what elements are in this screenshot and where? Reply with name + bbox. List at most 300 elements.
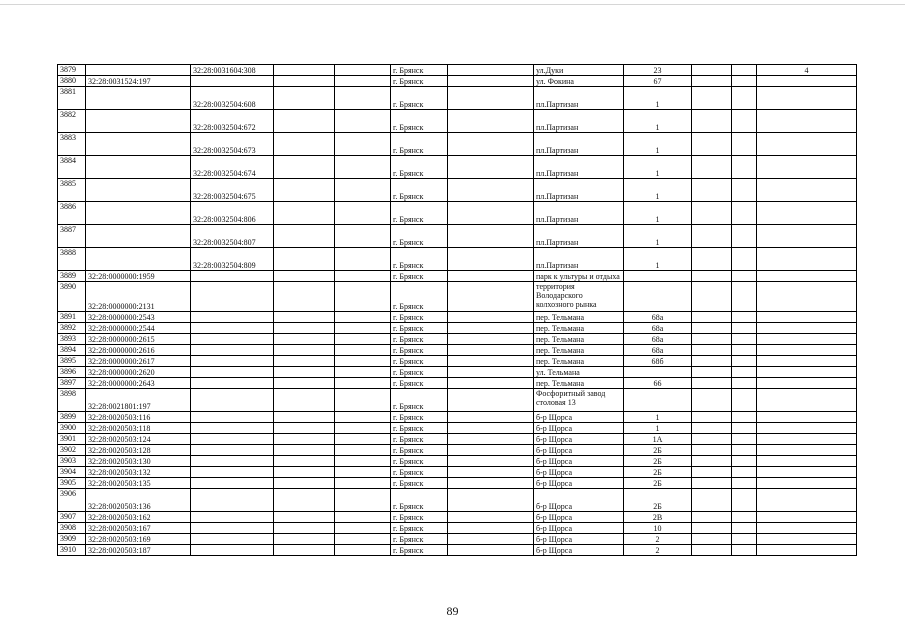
address-cell: пер. Тельмана [534,312,624,323]
empty-cell [335,179,391,202]
city-cell: г. Брянск [391,467,448,478]
cadastral-number-a: 32:28:0020503:124 [86,434,191,445]
address-cell: пер. Тельмана [534,345,624,356]
empty-cell [692,489,732,512]
empty-cell [448,282,534,312]
city-cell: г. Брянск [391,87,448,110]
row-number: 3907 [58,512,86,523]
empty-cell [692,545,732,556]
address-cell: б-р Щорса [534,512,624,523]
house-cell: 68а [624,323,692,334]
empty-cell [732,478,757,489]
empty-cell [335,478,391,489]
city-cell: г. Брянск [391,248,448,271]
empty-cell [335,87,391,110]
address-cell: ул. Тельмана [534,367,624,378]
extra-cell [757,334,857,345]
empty-cell [274,345,335,356]
empty-cell [692,512,732,523]
scan-top-edge [0,4,905,5]
empty-cell [274,110,335,133]
address-cell: пл.Партизан [534,156,624,179]
extra-cell [757,345,857,356]
empty-cell [335,545,391,556]
empty-cell [448,545,534,556]
empty-cell [732,445,757,456]
extra-cell [757,202,857,225]
table-row [58,512,857,523]
empty-cell [732,156,757,179]
cadastral-number-a: 32:28:0000000:2616 [86,345,191,356]
empty-cell [448,110,534,133]
empty-cell [335,456,391,467]
address-cell: пер. Тельмана [534,356,624,367]
empty-cell [732,312,757,323]
extra-cell [757,156,857,179]
empty-cell [274,467,335,478]
empty-cell [274,202,335,225]
house-cell: 1 [624,225,692,248]
empty-cell [335,389,391,412]
empty-cell [692,367,732,378]
cadastral-number-a: 32:28:0031524:197 [86,76,191,87]
empty-cell [732,378,757,389]
page-number: 89 [446,604,459,618]
empty-cell [448,271,534,282]
empty-cell [448,323,534,334]
cadastral-number-a: 32:28:0000000:1959 [86,271,191,282]
city-cell: г. Брянск [391,156,448,179]
house-cell: 1 [624,202,692,225]
city-cell: г. Брянск [391,434,448,445]
empty-cell [448,225,534,248]
empty-cell [692,65,732,76]
extra-cell [757,523,857,534]
empty-cell [335,523,391,534]
empty-cell [692,110,732,133]
house-cell: 66 [624,378,692,389]
address-cell: пл.Партизан [534,133,624,156]
table-row [58,248,857,271]
address-cell: б-р Щорса [534,523,624,534]
row-number: 3892 [58,323,86,334]
empty-cell [692,534,732,545]
cadastral-number-b [191,334,274,345]
city-cell: г. Брянск [391,356,448,367]
house-cell [624,271,692,282]
city-cell: г. Брянск [391,334,448,345]
city-cell: г. Брянск [391,179,448,202]
extra-cell [757,367,857,378]
extra-cell [757,434,857,445]
cadastral-number-b [191,312,274,323]
house-cell: 1 [624,87,692,110]
empty-cell [692,523,732,534]
cadastral-number-b [191,467,274,478]
house-cell [624,282,692,312]
address-cell: б-р Щорса [534,478,624,489]
city-cell: г. Брянск [391,489,448,512]
empty-cell [335,202,391,225]
empty-cell [448,467,534,478]
cadastral-number-a: 32:28:0000000:2617 [86,356,191,367]
cadastral-number-a: 32:28:0000000:2131 [86,282,191,312]
empty-cell [335,312,391,323]
row-number: 3909 [58,534,86,545]
address-cell: б-р Щорса [534,412,624,423]
row-number: 3881 [58,87,86,110]
row-number: 3890 [58,282,86,312]
row-number: 3885 [58,179,86,202]
empty-cell [732,345,757,356]
extra-cell [757,282,857,312]
empty-cell [274,434,335,445]
empty-cell [732,248,757,271]
address-cell: пер. Тельмана [534,378,624,389]
cadastral-number-a [86,156,191,179]
extra-cell [757,489,857,512]
empty-cell [335,271,391,282]
row-number: 3895 [58,356,86,367]
empty-cell [692,87,732,110]
cadastral-number-b [191,545,274,556]
house-cell: 68а [624,345,692,356]
row-number: 3902 [58,445,86,456]
city-cell: г. Брянск [391,225,448,248]
empty-cell [732,87,757,110]
cadastral-number-b [191,489,274,512]
empty-cell [274,478,335,489]
cadastral-number-b [191,323,274,334]
extra-cell [757,389,857,412]
empty-cell [692,378,732,389]
table-row [58,76,857,87]
city-cell: г. Брянск [391,282,448,312]
table-row [58,282,857,312]
cadastral-number-b [191,445,274,456]
address-cell: б-р Щорса [534,545,624,556]
row-number: 3908 [58,523,86,534]
address-cell: парк к ультуры и отдыха [534,271,624,282]
house-cell: 1 [624,412,692,423]
row-number: 3898 [58,389,86,412]
empty-cell [274,312,335,323]
house-cell: 2 [624,545,692,556]
cadastral-number-b [191,389,274,412]
extra-cell [757,423,857,434]
cadastral-number-a: 32:28:0000000:2620 [86,367,191,378]
address-cell: ул.Дуки [534,65,624,76]
empty-cell [274,545,335,556]
empty-cell [335,445,391,456]
city-cell: г. Брянск [391,378,448,389]
empty-cell [692,345,732,356]
address-cell: б-р Щорса [534,423,624,434]
empty-cell [732,545,757,556]
house-cell: 2Б [624,445,692,456]
city-cell: г. Брянск [391,478,448,489]
empty-cell [732,367,757,378]
extra-cell [757,545,857,556]
extra-cell [757,312,857,323]
table-row [58,323,857,334]
city-cell: г. Брянск [391,523,448,534]
cadastral-number-a [86,202,191,225]
empty-cell [274,389,335,412]
table-row [58,523,857,534]
address-cell: пл.Партизан [534,202,624,225]
cadastral-number-b: 32:28:0032504:673 [191,133,274,156]
address-cell: пер. Тельмана [534,323,624,334]
empty-cell [448,512,534,523]
city-cell: г. Брянск [391,412,448,423]
extra-cell [757,323,857,334]
cadastral-number-b [191,478,274,489]
empty-cell [732,356,757,367]
row-number: 3893 [58,334,86,345]
extra-cell [757,378,857,389]
address-cell: б-р Щорса [534,467,624,478]
cadastral-number-b: 32:28:0032504:806 [191,202,274,225]
house-cell: 67 [624,76,692,87]
cadastral-number-b [191,271,274,282]
table-row [58,345,857,356]
empty-cell [274,323,335,334]
empty-cell [692,282,732,312]
extra-cell [757,456,857,467]
row-number: 3889 [58,271,86,282]
extra-cell [757,133,857,156]
empty-cell [732,225,757,248]
extra-cell [757,445,857,456]
empty-cell [692,456,732,467]
row-number: 3884 [58,156,86,179]
house-cell: 1 [624,133,692,156]
empty-cell [274,282,335,312]
row-number: 3901 [58,434,86,445]
cadastral-number-a [86,133,191,156]
table-row [58,312,857,323]
empty-cell [692,179,732,202]
city-cell: г. Брянск [391,456,448,467]
cadastral-number-a [86,110,191,133]
cadastral-number-a [86,87,191,110]
table-row [58,202,857,225]
extra-cell [757,179,857,202]
empty-cell [448,248,534,271]
empty-cell [692,156,732,179]
row-number: 3888 [58,248,86,271]
empty-cell [732,202,757,225]
house-cell [624,389,692,412]
extra-cell [757,110,857,133]
cadastral-number-b [191,282,274,312]
row-number: 3896 [58,367,86,378]
empty-cell [335,356,391,367]
empty-cell [692,334,732,345]
table-row [58,271,857,282]
house-cell: 68б [624,356,692,367]
row-number: 3897 [58,378,86,389]
city-cell: г. Брянск [391,345,448,356]
empty-cell [335,467,391,478]
row-number: 3900 [58,423,86,434]
extra-cell: 4 [757,65,857,76]
table-row [58,179,857,202]
table-row [58,445,857,456]
cadastral-number-b: 32:28:0032504:608 [191,87,274,110]
address-cell: пер. Тельмана [534,334,624,345]
extra-cell [757,87,857,110]
address-cell: территория Володарского колхозного рынка [534,282,624,312]
cadastral-number-a [86,65,191,76]
empty-cell [274,65,335,76]
empty-cell [335,423,391,434]
cadastral-number-a [86,225,191,248]
empty-cell [335,225,391,248]
cadastral-number-b: 32:28:0032504:672 [191,110,274,133]
cadastral-number-a: 32:28:0000000:2643 [86,378,191,389]
row-number: 3891 [58,312,86,323]
row-number: 3883 [58,133,86,156]
empty-cell [732,434,757,445]
address-cell: б-р Щорса [534,534,624,545]
empty-cell [448,179,534,202]
house-cell: 1 [624,156,692,179]
cadastral-number-a [86,248,191,271]
empty-cell [274,76,335,87]
cadastral-number-b: 32:28:0032504:809 [191,248,274,271]
empty-cell [448,87,534,110]
empty-cell [692,271,732,282]
house-cell: 2Б [624,456,692,467]
city-cell: г. Брянск [391,133,448,156]
empty-cell [732,110,757,133]
empty-cell [274,378,335,389]
table-row [58,467,857,478]
cadastral-number-b [191,356,274,367]
empty-cell [274,367,335,378]
empty-cell [732,512,757,523]
cadastral-number-a: 32:28:0020503:132 [86,467,191,478]
empty-cell [692,76,732,87]
empty-cell [448,434,534,445]
empty-cell [448,367,534,378]
empty-cell [274,534,335,545]
empty-cell [692,434,732,445]
table-row [58,423,857,434]
empty-cell [448,312,534,323]
empty-cell [732,467,757,478]
city-cell: г. Брянск [391,534,448,545]
empty-cell [692,478,732,489]
register-table [57,64,857,556]
empty-cell [335,378,391,389]
city-cell: г. Брянск [391,389,448,412]
cadastral-number-b [191,412,274,423]
cadastral-number-a: 32:28:0000000:2615 [86,334,191,345]
empty-cell [732,423,757,434]
empty-cell [448,412,534,423]
cadastral-number-a: 32:28:0020503:128 [86,445,191,456]
extra-cell [757,271,857,282]
empty-cell [448,334,534,345]
row-number: 3894 [58,345,86,356]
empty-cell [732,323,757,334]
empty-cell [692,248,732,271]
house-cell: 2В [624,512,692,523]
table-row [58,545,857,556]
empty-cell [274,512,335,523]
cadastral-number-a: 32:28:0020503:187 [86,545,191,556]
empty-cell [448,423,534,434]
table-row [58,478,857,489]
empty-cell [335,412,391,423]
row-number: 3882 [58,110,86,133]
cadastral-number-a: 32:28:0020503:167 [86,523,191,534]
house-cell: 2Б [624,478,692,489]
empty-cell [335,65,391,76]
city-cell: г. Брянск [391,312,448,323]
empty-cell [335,534,391,545]
cadastral-number-b [191,512,274,523]
cadastral-number-a: 32:28:0020503:136 [86,489,191,512]
cadastral-number-b: 32:28:0032504:674 [191,156,274,179]
empty-cell [692,412,732,423]
table-row [58,156,857,179]
empty-cell [335,345,391,356]
empty-cell [692,225,732,248]
extra-cell [757,412,857,423]
house-cell: 10 [624,523,692,534]
cadastral-number-a: 32:28:0000000:2544 [86,323,191,334]
empty-cell [448,478,534,489]
empty-cell [335,110,391,133]
house-cell: 2Б [624,467,692,478]
address-cell: пл.Партизан [534,248,624,271]
empty-cell [732,389,757,412]
empty-cell [448,65,534,76]
empty-cell [732,271,757,282]
empty-cell [692,133,732,156]
table-row [58,489,857,512]
table-row [58,87,857,110]
cadastral-number-b [191,534,274,545]
empty-cell [448,378,534,389]
empty-cell [335,133,391,156]
table-row [58,110,857,133]
house-cell: 1 [624,248,692,271]
house-cell: 23 [624,65,692,76]
empty-cell [448,345,534,356]
city-cell: г. Брянск [391,76,448,87]
empty-cell [274,179,335,202]
empty-cell [274,423,335,434]
empty-cell [448,389,534,412]
cadastral-number-a: 32:28:0000000:2543 [86,312,191,323]
empty-cell [448,133,534,156]
empty-cell [335,282,391,312]
empty-cell [335,434,391,445]
house-cell [624,367,692,378]
cadastral-number-b [191,345,274,356]
row-number: 3910 [58,545,86,556]
extra-cell [757,512,857,523]
extra-cell [757,467,857,478]
row-number: 3903 [58,456,86,467]
city-cell: г. Брянск [391,367,448,378]
empty-cell [335,156,391,179]
